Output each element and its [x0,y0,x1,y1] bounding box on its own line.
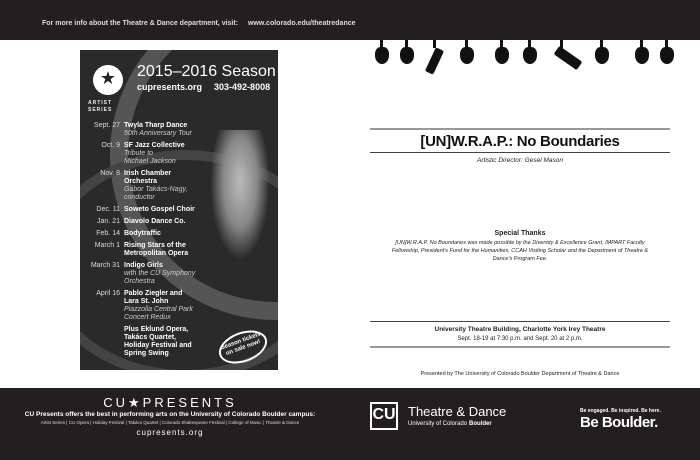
cu-presents-description: CU Presents offers the best in performing arts on the University of Colorado Boulder campus: [24,411,316,418]
event-title: Holiday Festival and [124,342,192,349]
divider [370,346,670,348]
event-subtitle: Tribute to [124,150,154,157]
event-title: SF Jazz Collective [124,142,185,149]
event-subtitle: Gábor Takács-Nagy, [124,186,188,193]
program-title: [UN]W.R.A.P.: No Boundaries [420,133,620,150]
event-title: Diavolo Dance Co. [124,218,186,225]
schedule-event [80,230,278,238]
event-date: Nov. 8 [100,170,120,177]
event-title: Soweto Gospel Choir [124,206,195,213]
cu-presents-logo: CU★PRESENTS [103,395,237,410]
event-title: Metropolitan Opera [124,250,189,257]
schedule-event [80,242,278,258]
season-title: 2015–2016 Season [137,63,276,80]
event-date: Oct. 9 [101,142,120,149]
presented-by: Presented by The University of Colorado Boulder Department of Theatre & Dance [420,371,620,377]
event-title: Rising Stars of the [124,242,186,249]
event-title: Indigo Girls [124,262,163,269]
cu-logo-icon: CU [370,402,398,430]
event-schedule [80,122,278,362]
website-link[interactable]: www.colorado.edu/theatredance [248,20,356,27]
event-subtitle: Michael Jackson [124,158,176,165]
poster-site: cupresents.org [137,82,203,92]
university-text: University of Colorado [408,421,468,427]
special-thanks-body: [UN]W.R.A.P. No Boundaries was made possible by the Diversity & Excellence Grant, IMPART Faculty Fellowship, President's Fund for the Humanities, CCAH Visiting Scholar and the Department of Theatre & Dance's Program Fee. [391,240,649,262]
university-name [408,421,492,427]
special-thanks-heading: Special Thanks [494,230,546,237]
event-subtitle: Concert Redux [124,314,171,321]
event-title: Spring Swing [124,350,169,357]
event-date: March 31 [90,262,120,269]
event-date [80,326,124,358]
event-title: Bodytraffic [124,230,161,237]
event-title: Pablo Ziegler and [124,290,183,297]
schedule-event [80,170,278,202]
venue: University Theatre Building, Charlotte York Irey Theatre [434,326,606,333]
be-boulder-logo: Be Boulder. [580,414,658,431]
event-date: Jan. 21 [97,218,120,225]
info-text: For more info about the Theatre & Dance department, visit: [42,20,239,27]
event-title: Takács Quartet, [124,334,177,341]
logo-text: ARTIST SERIES [88,100,113,113]
event-title: Twyla Tharp Dance [124,122,188,129]
event-subtitle: conductor [124,194,155,201]
boulder-text: Boulder [469,421,492,427]
artistic-director: Artistic Director: Gesel Mason [477,157,563,164]
event-subtitle: with the CU Symphony [124,270,196,277]
divider [370,152,670,153]
divider [370,128,670,130]
performance-dates: Sept. 18-19 at 7:30 p.m. and Sept. 20 at 2 p.m. [457,336,583,342]
artist-series-logo: ★ [93,65,123,95]
event-date: March 1 [94,242,120,249]
stage-lights-illustration [360,40,690,85]
poster-phone: 303-492-8008 [214,82,271,92]
event-title: Plus Eklund Opera, [124,326,189,333]
top-banner [0,0,700,40]
schedule-event [80,142,278,166]
schedule-event [80,262,278,286]
event-date: Dec. 11 [96,206,120,213]
tickets-badge: Season tickets on sale now! [214,324,271,369]
event-title: Orchestra [124,178,158,185]
event-subtitle: 50th Anniversary Tour [124,130,192,137]
schedule-event [80,290,278,322]
footer-banner [0,388,700,460]
schedule-event [80,122,278,138]
event-date: Feb. 14 [96,230,120,237]
info-line [42,20,356,27]
schedule-event [80,218,278,226]
be-boulder-tagline: Be engaged. Be inspired. Be here. [580,408,661,414]
event-date: Sept. 27 [93,122,120,129]
event-subtitle: Orchestra [124,278,155,285]
event-subtitle: Piazzolla Central Park [124,306,193,313]
event-title: Lara St. John [124,298,169,305]
season-poster [80,50,278,370]
cu-presents-programs: Artist Series | CU Opera | Holiday Festival | Takács Quartet | Colorado Shakespeare Festival | College of Music | Theatre & Dance [40,420,300,425]
divider [370,321,670,322]
schedule-event [80,206,278,214]
poster-contact [137,82,270,92]
cu-presents-url[interactable]: cupresents.org [136,428,204,437]
theatre-dance-name: Theatre & Dance [408,404,507,419]
event-date: April 16 [96,290,120,297]
event-title: Irish Chamber [124,170,172,177]
